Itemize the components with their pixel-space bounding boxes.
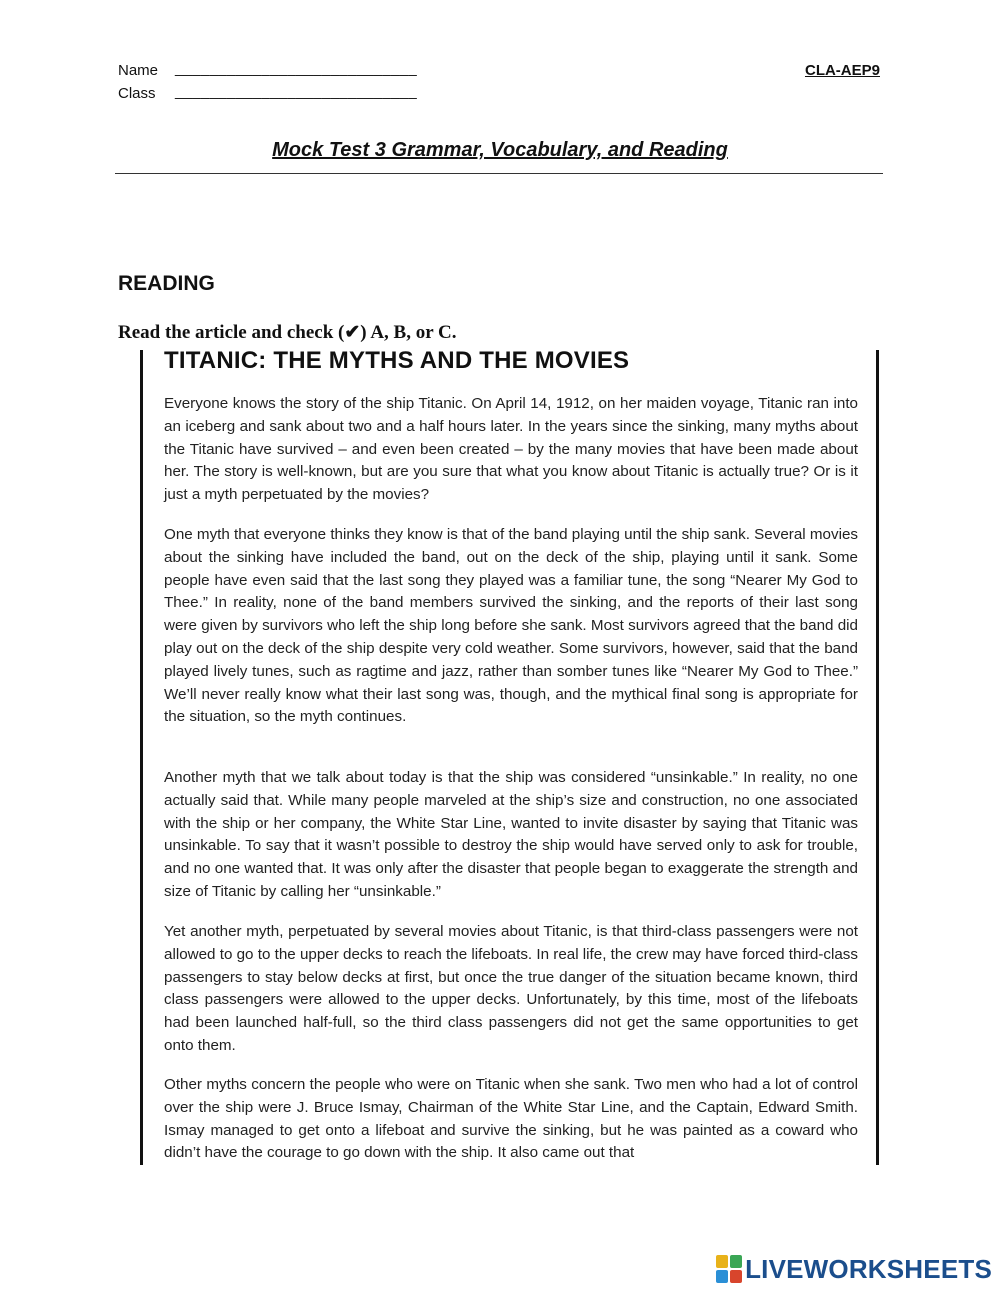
logo-mark-icon — [716, 1255, 742, 1283]
article-paragraph-3: Another myth that we talk about today is that the ship was considered “unsinkable.” In reality, no one actually said that. While many people marveled at the ship’s size and construction, no one associated with the ship or her company, the White Star Line, wanted to invite disaster by saying that Titanic was unsinkable. To say that it wasn’t possible to destroy the ship would have served only to ask for trouble, and no one wanted that. It was only after the disaster that people began to exaggerate the strength and size of Titanic by calling her “unsinkable.” — [164, 769, 858, 900]
name-label: Name — [118, 62, 159, 79]
article-paragraph-5: Other myths concern the people who were on Titanic when she sank. Two men who had a lot of control over the ship were J. Bruce Ismay, Chairman of the White Star Line, and the Captain, Edward Smith. Ismay managed to get onto a lifeboat and survive the sinking, but he was painted as a coward who didn’t have the courage to go down with the ship. It also came out that — [164, 1076, 858, 1162]
worksheet-code: CLA-AEP9 — [804, 62, 880, 79]
liveworksheets-logo — [716, 1254, 992, 1284]
instruction-text: Read the article and check (✔) A, B, or C. — [118, 322, 457, 343]
article-paragraph-1: Everyone knows the story of the ship Titanic. On April 14, 1912, on her maiden voyage, Titanic ran into an iceberg and sank about two and a half hours later. In the years since the sinking, many myths about the Titanic have survived – and even been created – by the many movies that have been made about her. The story is well-known, but are you sure that what you know about Titanic is actually true? Or is it just a myth perpetuated by the movies? — [164, 395, 858, 504]
title-divider — [115, 173, 883, 174]
article-paragraph-2: One myth that everyone thinks they know is that of the band playing until the ship sank. Several movies about the sinking have included the band, out on the deck of the ship, playing until it sank. Some people have even said that the last song they played was a familiar tune, the song “Nearer My God to Thee.” In reality, none of the band members survived the sinking, and the reports of their last song were given by survivors who left the ship long before she sank. Most survivors agreed that the band did play out on the deck of the ship despite very cold weather. Some survivors, however, said that the band played lively tunes, such as ragtime and jazz, rather than somber tunes like “Nearer My God to Thee.” We’ll never really know what their last song was, though, and the mythical final song is appropriate for the situation, so the myth continues. — [164, 526, 858, 726]
class-field[interactable]: ____________________________ — [175, 83, 417, 100]
section-heading: READING — [118, 272, 215, 295]
article-paragraph-4: Yet another myth, perpetuated by several movies about Titanic, is that third-class passengers were not allowed to go to the upper decks to reach the lifeboats. In real life, the crew may have forced third-class passengers to stay below decks at first, but once the true danger of the situation became known, third class passengers were allowed to the upper decks. Unfortunately, by this time, most of the lifeboats had been launched half-full, so the third class passengers did not get the same opportunities to get onto them. — [164, 923, 858, 1054]
logo-text: LIVEWORKSHEETS — [745, 1253, 992, 1284]
class-label: Class — [118, 85, 156, 102]
article-right-border — [876, 350, 879, 1165]
name-field[interactable]: ____________________________ — [175, 60, 417, 77]
page-title: Mock Test 3 Grammar, Vocabulary, and Reading — [272, 139, 728, 161]
article-left-border — [140, 350, 143, 1165]
article-title: TITANIC: THE MYTHS AND THE MOVIES — [164, 347, 630, 374]
